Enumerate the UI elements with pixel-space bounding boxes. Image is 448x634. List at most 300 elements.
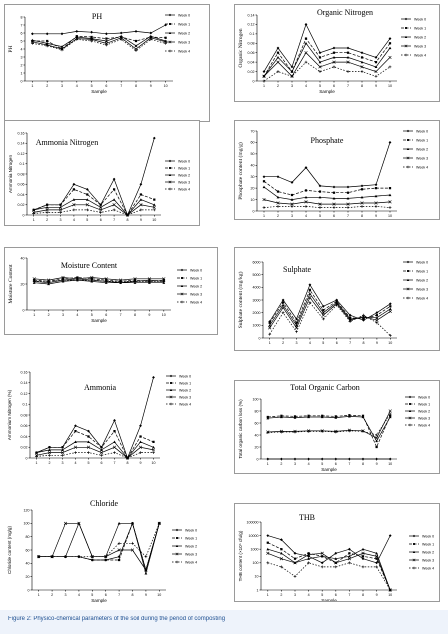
data-point <box>46 204 48 206</box>
legend <box>166 374 191 406</box>
y-tick-label: 100 <box>252 561 259 566</box>
x-tick-label: 6 <box>99 218 102 222</box>
x-tick-label: 1 <box>37 593 40 597</box>
data-point <box>140 193 142 195</box>
x-tick-label: 10 <box>157 593 162 597</box>
legend-label: Week 1 <box>178 22 191 27</box>
data-point <box>361 56 363 58</box>
legend-label: Week 4 <box>178 49 191 54</box>
figure-caption: Figure 2: Physico-chemical parameters of the soil during the period of composting <box>8 616 226 622</box>
panel-moisture <box>4 247 218 335</box>
x-axis-label: Sample <box>91 318 107 323</box>
data-point <box>305 37 307 39</box>
x-tick-label: 1 <box>266 593 269 597</box>
data-point <box>333 186 336 189</box>
data-point <box>333 47 336 50</box>
data-point <box>176 537 178 539</box>
legend <box>177 268 202 304</box>
data-point <box>86 193 88 195</box>
y-tick-label: 40 <box>254 433 259 438</box>
data-point <box>176 529 178 531</box>
x-tick-label: 3 <box>295 341 298 345</box>
data-point <box>407 130 409 132</box>
legend-label: Week 4 <box>416 165 429 170</box>
data-point <box>389 187 391 189</box>
legend-label: Week 3 <box>185 552 198 557</box>
x-tick-label: 8 <box>361 84 363 88</box>
data-point <box>389 307 392 310</box>
data-point <box>389 141 392 144</box>
series-line <box>268 536 390 563</box>
data-point <box>362 555 364 557</box>
x-tick-label: 4 <box>76 313 79 317</box>
legend-label: Week 2 <box>422 550 435 555</box>
data-point <box>407 270 409 272</box>
y-tick-label: 0.06 <box>20 424 28 429</box>
data-point <box>266 548 269 551</box>
y-tick-label: 0 <box>252 209 255 214</box>
y-tick-label: 0.04 <box>20 434 28 439</box>
data-point <box>305 189 307 191</box>
data-point <box>389 47 392 50</box>
legend-label: Week 4 <box>416 296 429 301</box>
data-point <box>140 183 143 186</box>
legend-label: Week 2 <box>190 284 203 289</box>
data-point <box>135 40 137 42</box>
chart-ammonia-nitrogen <box>5 121 200 226</box>
data-point <box>375 458 378 461</box>
data-point <box>120 32 123 35</box>
x-tick-label: 10 <box>163 84 168 88</box>
data-point <box>348 552 350 554</box>
data-point <box>263 180 265 182</box>
chart-title: THB <box>299 513 315 522</box>
series-line <box>34 205 155 215</box>
chart-moisture <box>5 248 218 335</box>
series-4 <box>263 61 392 83</box>
series-line <box>39 523 160 570</box>
series-0 <box>31 24 167 36</box>
chart-title: Organic Nitrogen <box>316 8 374 17</box>
y-axis-label: PH <box>8 45 14 53</box>
x-tick-label: 4 <box>307 593 310 597</box>
x-tick-label: 8 <box>362 341 365 345</box>
y-tick-label: 0.16 <box>20 370 28 375</box>
series-line <box>268 416 390 441</box>
data-point <box>74 430 76 432</box>
legend-label: Week 3 <box>190 292 203 297</box>
series-3 <box>32 203 155 216</box>
data-point <box>361 184 364 187</box>
chart-toc <box>235 381 440 474</box>
legend-label: Week 4 <box>178 187 191 192</box>
x-tick-label: 1 <box>268 341 271 345</box>
x-tick-label: 3 <box>59 218 62 222</box>
x-tick-label: 6 <box>105 84 108 88</box>
y-tick-label: 0.08 <box>20 413 28 418</box>
data-point <box>90 31 93 34</box>
y-tick-label: 1 <box>256 588 259 593</box>
legend-label: Week 1 <box>422 542 435 547</box>
y-axis-label: Ammonia Nitrogen <box>8 154 13 194</box>
data-point <box>59 204 61 206</box>
series-4 <box>37 522 160 558</box>
data-point <box>118 559 120 561</box>
data-point <box>376 314 378 316</box>
x-tick-label: 6 <box>335 341 338 345</box>
legend-label: Week 2 <box>185 544 198 549</box>
series-1 <box>267 542 392 592</box>
data-point <box>362 548 365 551</box>
x-tick-label: 8 <box>135 84 137 88</box>
series-3 <box>35 446 155 460</box>
x-tick-label: 5 <box>86 218 89 222</box>
legend <box>409 534 434 570</box>
x-tick-label: 8 <box>362 593 364 597</box>
data-point <box>105 559 107 561</box>
y-tick-label: 0.16 <box>17 131 25 136</box>
x-axis-label: Sample <box>319 89 335 94</box>
series-2 <box>263 186 392 201</box>
data-point <box>277 175 280 178</box>
x-tick-label: 10 <box>161 313 166 317</box>
x-tick-label: 2 <box>51 593 54 597</box>
y-tick-label: 0 <box>22 213 25 218</box>
x-tick-label: 10 <box>388 462 393 466</box>
data-point <box>113 198 116 201</box>
legend <box>405 395 430 427</box>
y-tick-label: 0.08 <box>247 41 255 46</box>
data-point <box>135 30 138 33</box>
data-point <box>334 458 337 461</box>
y-tick-label: 40 <box>250 163 255 168</box>
chart-ph <box>5 5 210 122</box>
legend-label: Week 3 <box>416 156 429 161</box>
series-3 <box>266 552 391 592</box>
legend-label: Week 0 <box>190 268 203 273</box>
data-point <box>375 446 377 448</box>
y-tick-label: 0.12 <box>17 151 25 156</box>
panel-chloride <box>4 498 210 604</box>
y-tick-label: 60 <box>254 421 259 426</box>
legend <box>403 129 428 169</box>
x-tick-label: 9 <box>148 313 151 317</box>
data-point <box>319 190 321 192</box>
chart-title: Chloride <box>90 499 118 508</box>
y-tick-label: 10 <box>254 574 259 579</box>
data-point <box>61 446 63 448</box>
data-point <box>263 175 266 178</box>
x-tick-label: 9 <box>144 593 147 597</box>
panel-sulphate <box>234 247 440 351</box>
legend-label: Week 1 <box>416 138 429 143</box>
data-point <box>347 52 349 54</box>
data-point <box>169 23 171 25</box>
y-tick-label: 60 <box>25 548 30 553</box>
data-point <box>375 183 378 186</box>
x-tick-label: 9 <box>139 218 142 222</box>
x-tick-label: 4 <box>74 461 77 465</box>
y-tick-label: 0.1 <box>19 162 25 167</box>
x-tick-label: 7 <box>347 214 349 218</box>
x-tick-label: 7 <box>119 313 122 317</box>
data-point <box>113 188 115 190</box>
x-tick-label: 6 <box>334 462 337 466</box>
legend-label: Week 2 <box>179 388 192 393</box>
data-point <box>319 51 322 54</box>
x-tick-label: 3 <box>291 214 293 218</box>
data-point <box>139 440 142 443</box>
legend-label: Week 3 <box>178 40 191 45</box>
data-point <box>407 139 409 141</box>
x-tick-label: 6 <box>334 593 337 597</box>
y-tick-label: 7 <box>20 23 23 28</box>
y-tick-label: 0 <box>22 308 25 313</box>
data-point <box>389 42 391 44</box>
data-point <box>347 186 350 189</box>
x-tick-label: 4 <box>75 84 78 88</box>
panel-ammonia-nitrogen <box>4 120 200 226</box>
caption-background <box>0 610 448 634</box>
x-tick-label: 9 <box>375 214 377 218</box>
data-point <box>181 269 183 271</box>
chart-title: Ammonia <box>84 383 116 392</box>
series-line <box>264 142 390 187</box>
data-point <box>389 458 392 461</box>
data-point <box>152 376 155 379</box>
data-point <box>305 42 308 45</box>
series-line <box>37 431 154 458</box>
y-tick-label: 100 <box>23 521 30 526</box>
data-point <box>139 435 141 437</box>
series-1 <box>263 37 391 77</box>
x-tick-label: 1 <box>33 313 36 317</box>
chart-organic-nitrogen <box>235 5 440 102</box>
y-tick-label: 4 <box>20 47 23 52</box>
y-tick-label: 100000 <box>246 520 259 525</box>
data-point <box>31 32 34 35</box>
legend-label: Week 1 <box>178 166 191 171</box>
data-point <box>362 458 365 461</box>
y-tick-label: 80 <box>254 409 259 414</box>
x-tick-label: 9 <box>149 84 152 88</box>
legend-label: Week 1 <box>190 276 203 281</box>
legend-label: Week 2 <box>414 35 427 40</box>
data-point <box>113 440 116 443</box>
x-tick-label: 7 <box>348 593 351 597</box>
legend-label: Week 0 <box>178 13 191 18</box>
x-tick-label: 6 <box>100 461 103 465</box>
y-tick-label: 0.06 <box>17 182 25 187</box>
chart-title: Ammonia Nitrogen <box>35 138 99 147</box>
series-line <box>264 39 390 77</box>
data-point <box>333 192 335 194</box>
y-tick-label: 0.12 <box>247 22 255 27</box>
series-line <box>264 181 390 195</box>
data-point <box>267 542 269 544</box>
x-tick-label: 2 <box>280 593 283 597</box>
x-tick-label: 4 <box>308 341 311 345</box>
data-point <box>361 188 363 190</box>
chart-title: Sulphate <box>283 265 311 274</box>
y-tick-label: 0.14 <box>17 141 25 146</box>
data-point <box>409 396 411 398</box>
x-tick-label: 7 <box>118 593 121 597</box>
data-point <box>307 458 310 461</box>
y-tick-label: 2000 <box>252 310 261 315</box>
data-point <box>375 61 377 63</box>
data-point <box>389 534 392 537</box>
x-tick-label: 6 <box>104 593 107 597</box>
legend-label: Week 4 <box>414 53 427 58</box>
x-tick-label: 10 <box>388 341 393 345</box>
data-point <box>152 441 154 443</box>
x-tick-label: 3 <box>291 84 293 88</box>
y-tick-label: 0.06 <box>247 51 255 56</box>
series-0 <box>266 458 391 461</box>
data-point <box>153 199 155 201</box>
y-tick-label: 0.12 <box>20 391 28 396</box>
legend-label: Week 1 <box>185 536 198 541</box>
y-tick-label: 0.04 <box>17 192 25 197</box>
legend-label: Week 0 <box>416 129 429 134</box>
chart-chloride <box>4 498 210 604</box>
legend-label: Week 3 <box>178 180 191 185</box>
series-line <box>37 453 154 458</box>
y-tick-label: 40 <box>25 561 30 566</box>
y-axis-label: THB content (×10⁶ cfu/g) <box>238 530 243 582</box>
series-0 <box>32 137 155 217</box>
legend <box>172 528 197 564</box>
x-tick-label: 9 <box>139 461 142 465</box>
y-tick-label: 0 <box>20 79 23 84</box>
x-tick-label: 3 <box>61 461 64 465</box>
y-tick-label: 0 <box>27 588 30 593</box>
series-line <box>32 36 165 49</box>
x-tick-label: 9 <box>375 593 378 597</box>
data-point <box>266 458 269 461</box>
x-tick-label: 3 <box>294 462 296 466</box>
y-tick-label: 50 <box>250 152 255 157</box>
data-point <box>347 47 350 50</box>
x-tick-label: 1 <box>263 214 265 218</box>
x-tick-label: 3 <box>64 593 67 597</box>
legend-label: Week 2 <box>418 409 431 414</box>
data-point <box>48 446 50 448</box>
series-line <box>34 210 155 215</box>
x-tick-label: 9 <box>375 341 378 345</box>
series-0 <box>268 283 391 323</box>
data-point <box>347 192 349 194</box>
x-tick-label: 2 <box>277 214 279 218</box>
series-3 <box>37 522 160 571</box>
legend-label: Week 0 <box>414 17 427 22</box>
x-tick-label: 2 <box>47 313 50 317</box>
x-tick-label: 4 <box>72 218 75 222</box>
data-point <box>277 52 279 54</box>
y-tick-label: 0 <box>25 456 28 461</box>
x-tick-label: 6 <box>105 313 108 317</box>
x-tick-label: 5 <box>90 84 93 88</box>
series-1 <box>263 180 391 196</box>
chart-title: Moisture Content <box>60 261 118 270</box>
legend-label: Week 0 <box>185 528 198 533</box>
data-point <box>140 198 143 201</box>
x-tick-label: 8 <box>362 462 364 466</box>
series-line <box>39 523 160 556</box>
y-tick-label: 0.14 <box>247 13 255 18</box>
data-point <box>305 23 308 26</box>
legend-label: Week 2 <box>416 147 429 152</box>
x-tick-label: 2 <box>48 461 51 465</box>
series-line <box>39 523 160 573</box>
data-point <box>294 458 297 461</box>
x-tick-label: 1 <box>266 462 269 466</box>
data-point <box>280 458 283 461</box>
y-tick-label: 3000 <box>252 298 261 303</box>
legend-label: Week 2 <box>178 31 191 36</box>
legend-label: Week 4 <box>418 423 431 428</box>
data-point <box>309 289 311 291</box>
legend-label: Week 2 <box>178 173 191 178</box>
data-point <box>375 187 377 189</box>
data-point <box>181 277 183 279</box>
x-tick-label: 4 <box>305 84 307 88</box>
legend-label: Week 2 <box>416 278 429 283</box>
x-tick-label: 5 <box>321 593 324 597</box>
x-tick-label: 3 <box>294 593 296 597</box>
x-tick-label: 9 <box>375 84 377 88</box>
panel-organic-nitrogen <box>234 4 440 102</box>
chart-thb <box>235 504 440 602</box>
series-line <box>268 411 390 438</box>
x-axis-label: Sample <box>321 467 337 472</box>
y-tick-label: 100 <box>252 397 259 402</box>
y-tick-label: 0.02 <box>247 69 255 74</box>
series-line <box>264 200 390 205</box>
y-tick-label: 1 <box>20 71 23 76</box>
data-point <box>105 37 107 39</box>
y-tick-label: 0.04 <box>247 60 255 65</box>
y-tick-label: 40 <box>20 256 25 261</box>
x-tick-label: 10 <box>388 84 392 88</box>
x-tick-label: 5 <box>322 341 325 345</box>
y-tick-label: 0.02 <box>20 445 28 450</box>
data-point <box>73 188 75 190</box>
data-point <box>75 30 78 33</box>
series-line <box>270 285 391 322</box>
data-point <box>169 14 171 16</box>
y-tick-label: 6000 <box>252 260 261 265</box>
x-tick-label: 10 <box>388 214 392 218</box>
data-point <box>413 535 415 537</box>
series-line <box>37 447 154 458</box>
legend-label: Week 0 <box>418 395 431 400</box>
data-point <box>74 424 77 427</box>
x-tick-label: 2 <box>46 84 49 88</box>
data-point <box>389 305 391 307</box>
y-tick-label: 120 <box>23 508 30 513</box>
x-tick-label: 8 <box>134 313 136 317</box>
y-axis-label: Total organic carbon loss (%) <box>238 399 243 459</box>
y-tick-label: 0 <box>256 457 259 462</box>
data-point <box>139 424 142 427</box>
y-tick-label: 0 <box>258 336 261 341</box>
data-point <box>164 37 166 39</box>
data-point <box>266 534 269 537</box>
data-point <box>100 204 102 206</box>
series-0 <box>263 141 392 188</box>
